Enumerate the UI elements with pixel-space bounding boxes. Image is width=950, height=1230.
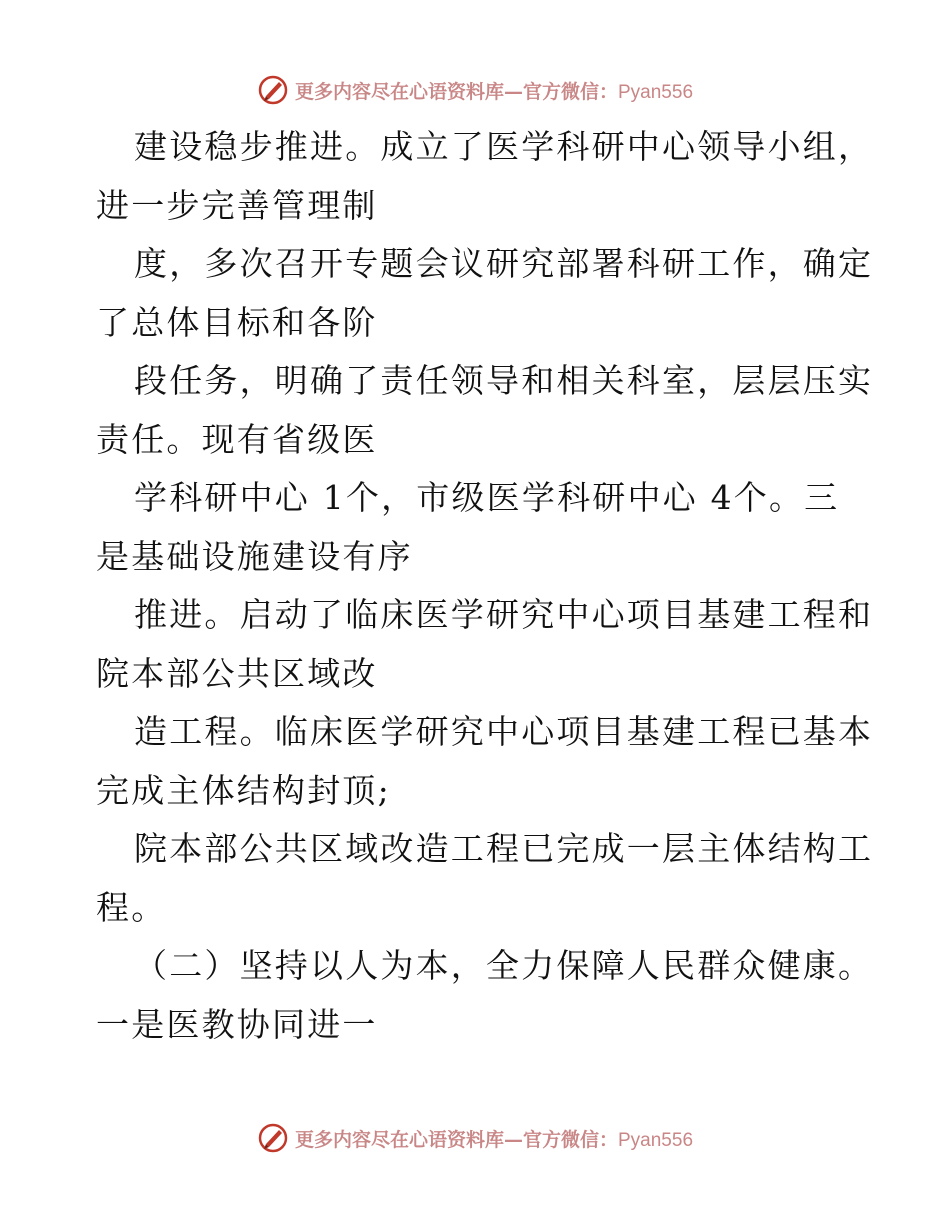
pen-logo-icon [257, 1122, 289, 1154]
text-line: 了总体目标和各阶 [96, 302, 378, 342]
text-line: 责任。现有省级医 [96, 419, 378, 459]
pen-logo-icon [257, 74, 289, 106]
footer-watermark [0, 1118, 950, 1158]
text-line: 度，多次召开专题会议研究部署科研工作，确定 [134, 244, 874, 283]
text-line: 一是医教协同进一 [96, 1004, 378, 1044]
text-line: 建设稳步推进。成立了医学科研中心领导小组， [134, 127, 874, 166]
text-line: 程。 [96, 887, 167, 927]
text-line: 段任务，明确了责任领导和相关科室，层层压实 [134, 361, 874, 400]
watermark-text: 更多内容尽在心语资料库—官方微信：Pyan556 [294, 80, 694, 103]
document-body [96, 118, 874, 1054]
text-line: 推进。启动了临床医学研究中心项目基建工程和 [134, 595, 874, 634]
text-line: 院本部公共区域改 [96, 653, 378, 693]
text-line: （二）坚持以人为本，全力保障人民群众健康。 [134, 946, 874, 985]
text-line: 是基础设施建设有序 [96, 536, 413, 576]
text-line: 完成主体结构封顶; [96, 770, 391, 810]
text-line: 造工程。临床医学研究中心项目基建工程已基本 [134, 712, 874, 751]
text-line: 院本部公共区域改造工程已完成一层主体结构工 [134, 829, 874, 868]
text-line: 学科研中心 1个，市级医学科研中心 4个。三 [134, 478, 840, 517]
watermark-text: 更多内容尽在心语资料库—官方微信：Pyan556 [294, 1128, 694, 1151]
text-line: 进一步完善管理制 [96, 185, 378, 225]
header-watermark [0, 70, 950, 110]
